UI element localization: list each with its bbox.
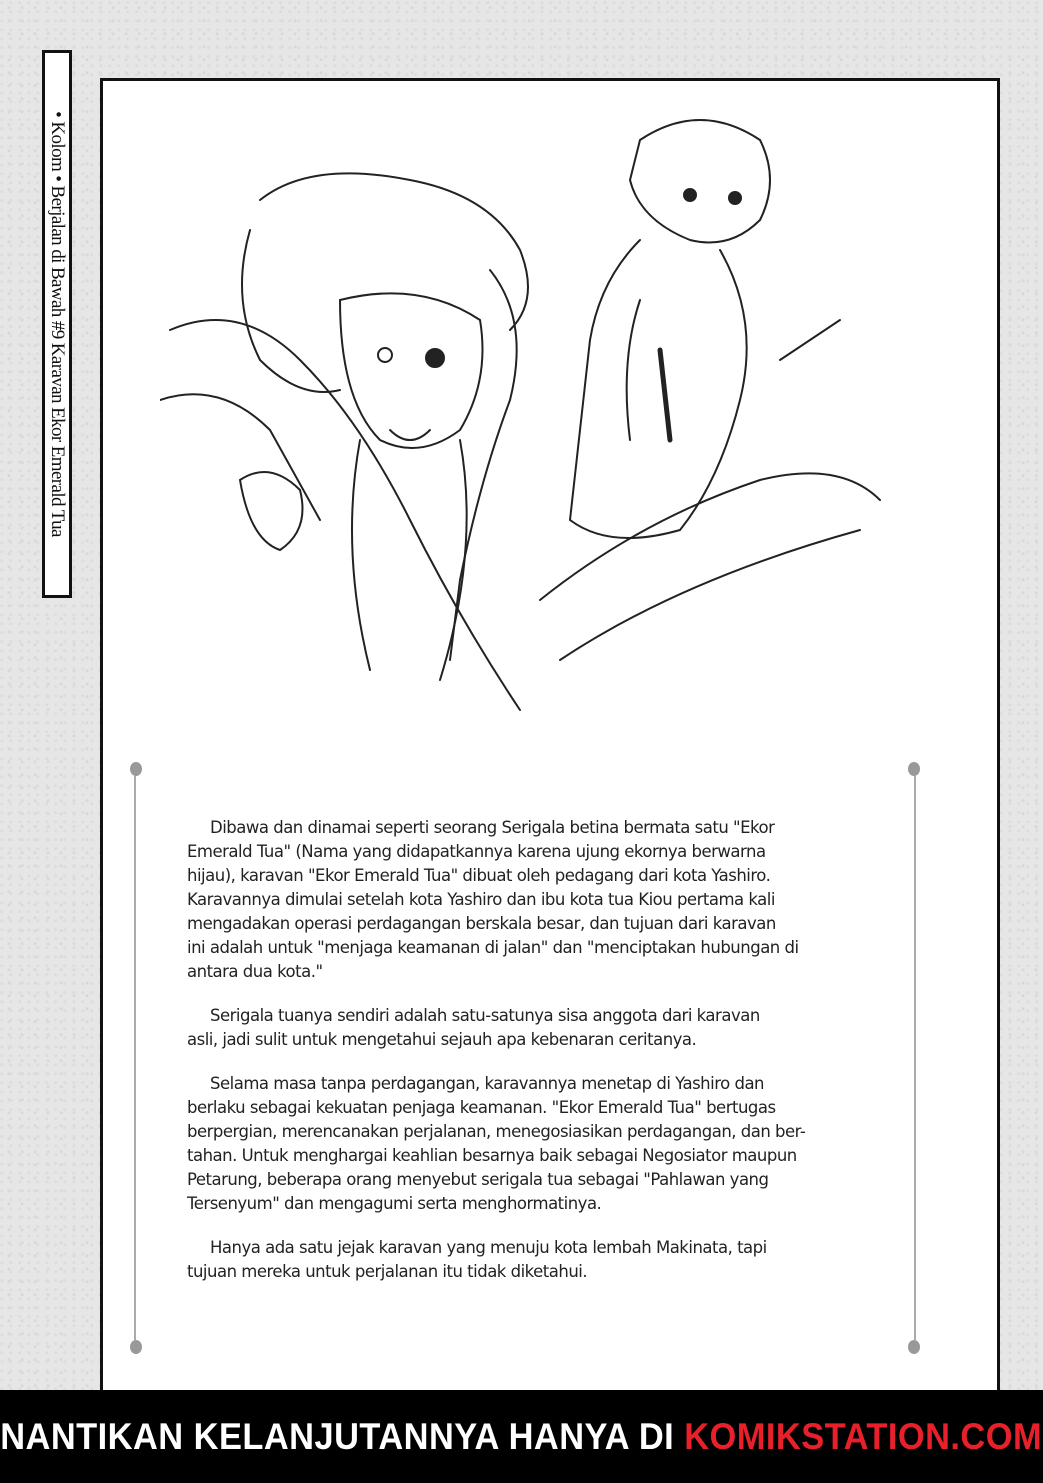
footer-brand-link[interactable]: KOMIKSTATION.COM <box>684 1415 1043 1457</box>
column-title-box <box>42 50 72 598</box>
text-line: Tersenyum" dan mengagumi serta menghormatinya. <box>187 1194 602 1213</box>
frame-left-border <box>134 776 136 1340</box>
column-body-text <box>187 816 887 1304</box>
footer-prefix: NANTIKAN KELANJUTANNYA HANYA DI <box>0 1415 685 1457</box>
frame-corner-ornament <box>908 1340 920 1354</box>
text-line: tahan. Untuk menghargai keahlian besarnya baik sebagai Negosiator maupun <box>187 1146 797 1165</box>
paragraph <box>187 1004 887 1052</box>
text-line: Selama masa tanpa perdagangan, karavannya menetap di Yashiro dan <box>210 1074 765 1093</box>
frame-corner-ornament <box>130 1340 142 1354</box>
wolf-and-child-illustration <box>160 100 890 720</box>
text-line: mengadakan operasi perdagangan berskala besar, dan tujuan dari karavan <box>187 914 776 933</box>
text-line: ini adalah untuk "menjaga keamanan di jalan" dan "menciptakan hubungan di <box>187 938 799 957</box>
text-frame <box>130 762 920 1354</box>
paragraph <box>187 816 887 984</box>
text-line: berpergian, merencanakan perjalanan, menegosiasikan perdagangan, dan ber- <box>187 1122 806 1141</box>
frame-corner-ornament <box>908 762 920 776</box>
text-line: berlaku sebagai kekuatan penjaga keamanan. "Ekor Emerald Tua" bertugas <box>187 1098 776 1117</box>
text-line: Petarung, beberapa orang menyebut serigala tua sebagai "Pahlawan yang <box>187 1170 769 1189</box>
frame-right-border <box>914 776 916 1340</box>
text-line: Hanya ada satu jejak karavan yang menuju kota lembah Makinata, tapi <box>210 1238 767 1257</box>
column-title: • Kolom • Berjalan di Bawah #9 Karavan Ekor Emerald Tua <box>47 111 68 537</box>
text-line: Emerald Tua" (Nama yang didapatkannya karena ujung ekornya berwarna <box>187 842 766 861</box>
frame-corner-ornament <box>130 762 142 776</box>
footer-text <box>1 1416 1043 1458</box>
text-line: asli, jadi sulit untuk mengetahui sejauh apa kebenaran ceritanya. <box>187 1030 697 1049</box>
text-line: Karavannya dimulai setelah kota Yashiro dan ibu kota tua Kiou pertama kali <box>187 890 775 909</box>
text-line: antara dua kota." <box>187 962 323 981</box>
paragraph <box>187 1236 887 1284</box>
paragraph <box>187 1072 887 1216</box>
footer-banner <box>0 1390 1043 1483</box>
text-line: tujuan mereka untuk perjalanan itu tidak diketahui. <box>187 1262 588 1281</box>
text-line: hijau), karavan "Ekor Emerald Tua" dibuat oleh pedagang dari kota Yashiro. <box>187 866 771 885</box>
text-line: Serigala tuanya sendiri adalah satu-satunya sisa anggota dari karavan <box>210 1006 760 1025</box>
text-line: Dibawa dan dinamai seperti seorang Serigala betina bermata satu "Ekor <box>210 818 775 837</box>
